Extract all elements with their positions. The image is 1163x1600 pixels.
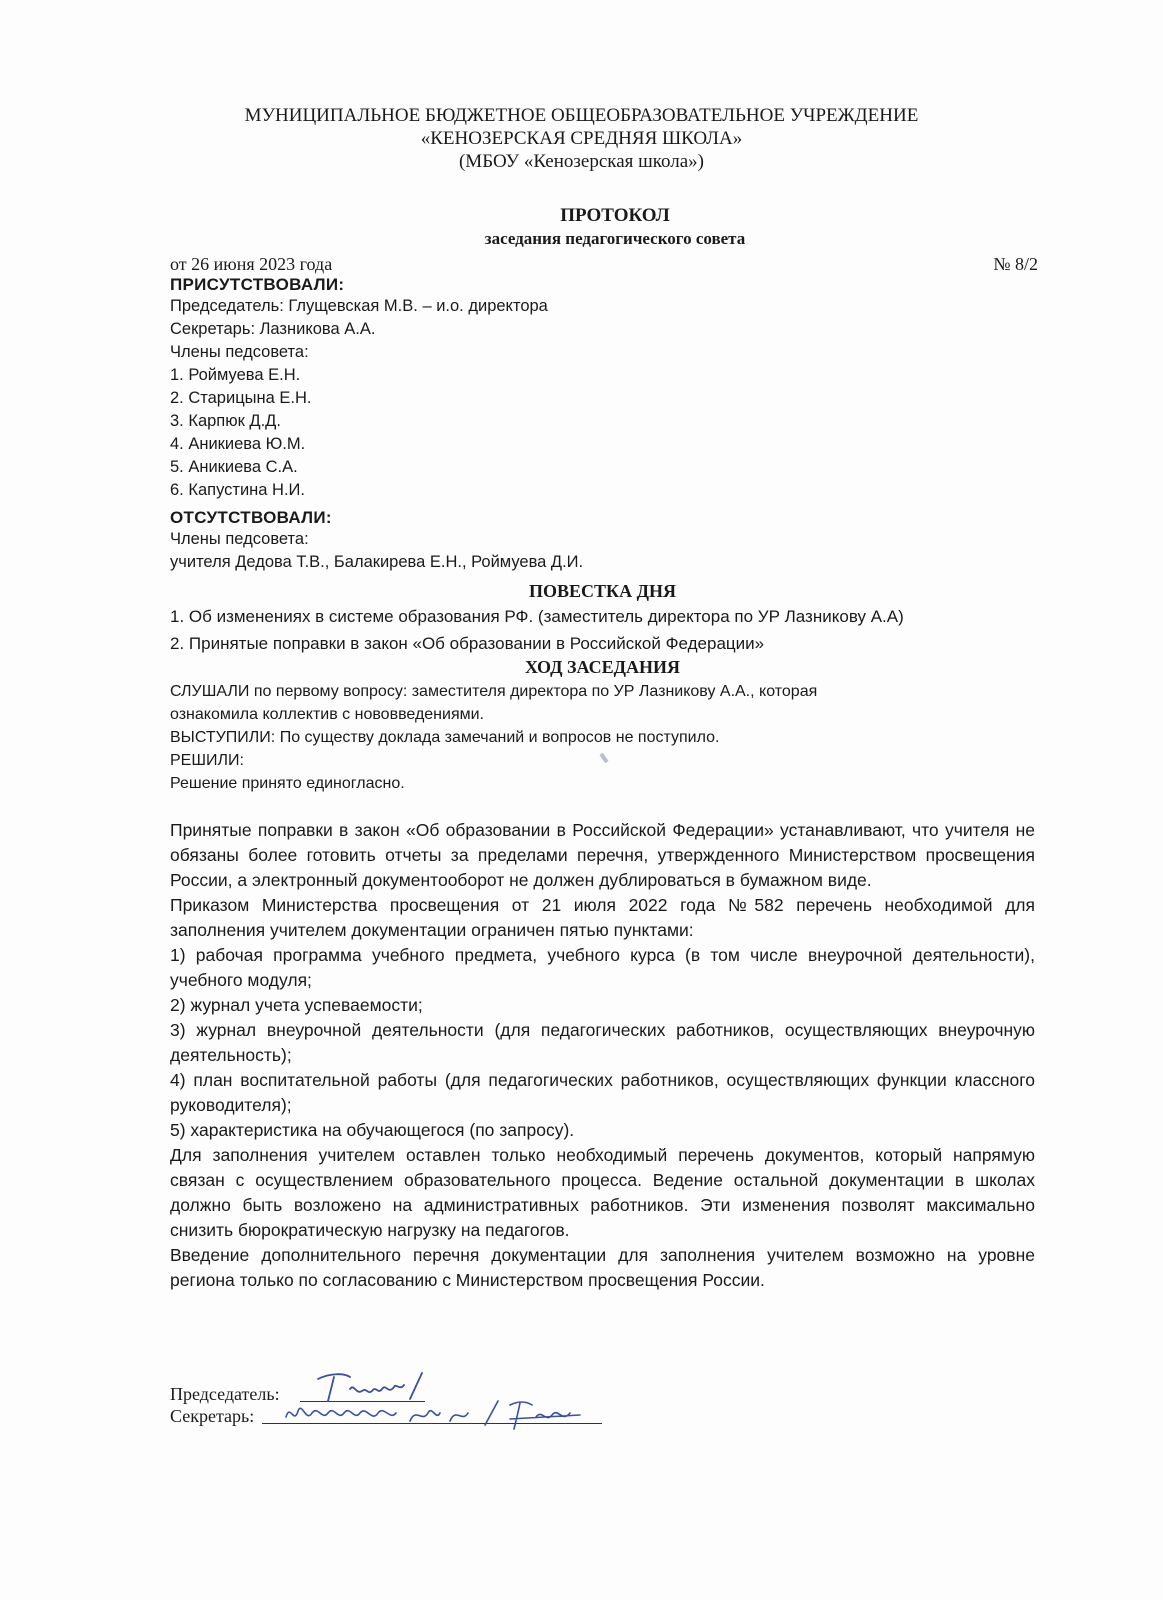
protocol-number: № 8/2 (993, 254, 1038, 274)
secretary-line: Секретарь: Лазникова А.А. (170, 320, 376, 338)
agenda-list (170, 603, 1050, 657)
body-list-item: 3) журнал внеурочной деятельности (для педагогических работников, осуществляющих внеурочную деятельность); (170, 1020, 1035, 1065)
absent-heading: ОТСУТСТВОВАЛИ: (170, 508, 332, 527)
secretary-signature-row (170, 1405, 770, 1427)
absent-members-line: учителя Дедова Т.В., Балакирева Е.Н., Роймуева Д.И. (170, 553, 584, 571)
agenda-heading: ПОВЕСТКА ДНЯ (529, 581, 676, 601)
protocol-title-block (0, 204, 1163, 250)
protocol-date: от 26 июня 2023 года (170, 254, 333, 274)
present-heading: ПРИСУТСТВОВАЛИ: (170, 275, 345, 294)
member-item: 3. Карпюк Д.Д. (170, 412, 281, 430)
proceedings-line: ознакомила коллектив с нововведениями. (170, 706, 484, 723)
institution-name-line: МУНИЦИПАЛЬНОЕ БЮДЖЕТНОЕ ОБЩЕОБРАЗОВАТЕЛЬНОЕ УЧРЕЖДЕНИЕ (244, 105, 919, 126)
institution-header (0, 104, 1163, 173)
chairman-signature-label: Председатель: (170, 1384, 280, 1404)
absent-members-label: Члены педсовета: (170, 530, 309, 548)
proceedings-line: СЛУШАЛИ по первому вопросу: заместителя директора по УР Лазникову А.А., которая (170, 683, 818, 700)
proceedings-line: Решение принято единогласно. (170, 775, 405, 792)
decision-body (170, 818, 1035, 1293)
secretary-signature-label: Секретарь: (170, 1406, 255, 1426)
school-name-line: «КЕНОЗЕРСКАЯ СРЕДНЯЯ ШКОЛА» (420, 128, 743, 149)
protocol-meta (170, 254, 1050, 274)
school-short-name: (МБОУ «Кенозерская школа») (458, 151, 705, 172)
members-label: Члены педсовета: (170, 343, 309, 361)
agenda-item: 2. Принятые поправки в закон «Об образовании в Российской Федерации» (170, 634, 765, 653)
protocol-title: ПРОТОКОЛ (560, 205, 670, 226)
member-item: 1. Роймуева Е.Н. (170, 366, 301, 384)
body-list-item: 2) журнал учета успеваемости; (170, 995, 423, 1015)
present-section (170, 275, 1050, 502)
body-list-item: 5) характеристика на обучающегося (по запросу). (170, 1120, 575, 1140)
body-list-item: 4) план воспитательной работы (для педагогических работников, осуществляющих функции классного руководителя); (170, 1070, 1035, 1115)
proceedings-heading: ХОД ЗАСЕДАНИЯ (524, 657, 681, 677)
body-paragraph: Принятые поправки в закон «Об образовании в Российской Федерации» устанавливают, что учителя не обязаны более готовить отчеты за пределами перечня, утвержденного Министерством просвещения России, а электронный документооборот не должен дублироваться в бумажном виде. (170, 820, 1035, 890)
secretary-handwritten-signature (280, 1395, 600, 1435)
body-paragraph: Приказом Министерства просвещения от 21 июля 2022 года №582 перечень необходимой для заполнения учителем документации ограничен пятью пунктами: (170, 895, 1035, 940)
chairman-line: Председатель: Глущевская М.В. – и.о. директора (170, 297, 548, 315)
absent-section (170, 508, 1050, 574)
body-list-item: 1) рабочая программа учебного предмета, учебного курса (в том числе внеурочной деятельности), учебного модуля; (170, 945, 1035, 990)
proceedings-line: РЕШИЛИ: (170, 752, 244, 769)
body-paragraph: Для заполнения учителем оставлен только необходимый перечень документов, который напрямую связан с осуществлением образовательного процесса. Ведение остальной документации в школах должно быть возложено на административных работников. Эти изменения позволят максимально снизить бюрократическую нагрузку на педагогов. (170, 1145, 1035, 1240)
proceedings-list (170, 680, 1050, 795)
protocol-subtitle: заседания педагогического совета (484, 229, 746, 248)
member-item: 4. Аникиева Ю.М. (170, 435, 306, 453)
proceedings-line: ВЫСТУПИЛИ: По существу доклада замечаний и вопросов не поступило. (170, 729, 720, 746)
member-item: 2. Старицына Е.Н. (170, 389, 312, 407)
body-paragraph: Введение дополнительного перечня документации для заполнения учителем возможно на уровне региона только по согласованию с Министерством просвещения России. (170, 1245, 1035, 1290)
agenda-item: 1. Об изменениях в системе образования РФ. (заместитель директора по УР Лазникову А.А) (170, 607, 904, 626)
signatures-block (170, 1383, 770, 1427)
member-item: 5. Аникиева С.А. (170, 458, 298, 476)
member-item: 6. Капустина Н.И. (170, 481, 305, 499)
